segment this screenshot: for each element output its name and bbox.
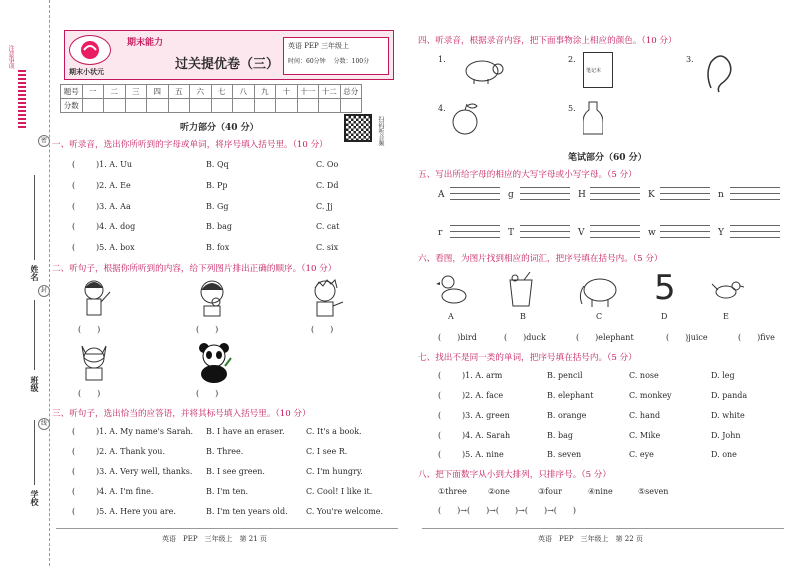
q1-row — [72, 202, 416, 211]
option-a: )5. A. nine — [462, 450, 504, 459]
bird-picture — [710, 276, 744, 310]
option-c: C. It's a book. — [306, 427, 362, 436]
left-page-footer: 英语 PEP 三年级上 第 21 页 — [162, 535, 267, 543]
writing-lines[interactable] — [730, 182, 780, 200]
option-c: C. monkey — [629, 391, 672, 400]
option-a: )5. A. Here you are. — [96, 507, 176, 516]
score-cell[interactable] — [340, 99, 362, 113]
q7-row — [438, 371, 781, 380]
score-table-header-row — [61, 85, 362, 99]
elephant-picture — [576, 276, 622, 312]
seal-tag-3: 线 — [38, 418, 50, 430]
cat-picture — [74, 340, 114, 399]
option-b: B. elephant — [547, 391, 594, 400]
name-label: 姓名 — [30, 265, 40, 281]
score-cell[interactable] — [297, 99, 319, 113]
paren[interactable]: ( — [72, 507, 76, 516]
option-b: B. seven — [547, 450, 582, 459]
paren[interactable]: ( — [72, 202, 76, 211]
word-answer[interactable]: ( )bird — [438, 333, 477, 342]
number-word: ⑤seven — [638, 487, 669, 496]
paren[interactable]: ( — [438, 450, 442, 459]
q1-row — [72, 181, 416, 190]
q7-row — [438, 391, 781, 400]
option-b: B. I'm ten. — [206, 487, 249, 496]
paren[interactable]: ( — [72, 487, 76, 496]
score-cell[interactable] — [254, 99, 276, 113]
table-cell: 分数 — [61, 99, 83, 113]
writing-lines[interactable] — [730, 220, 780, 238]
item-number: 1. — [438, 55, 446, 64]
option-c: C. cat — [316, 222, 340, 231]
writing-lines[interactable] — [660, 182, 710, 200]
item-number: 3. — [686, 55, 694, 64]
digit-five-picture: 5 — [654, 268, 676, 308]
q4-title: 四、听录音，根据录音内容，把下面事物涂上相应的颜色。（10 分） — [418, 36, 677, 46]
option-d: D. white — [711, 411, 745, 420]
option-b: B. Gg — [206, 202, 229, 211]
item-number: 4. — [438, 104, 446, 113]
word-answer[interactable]: ( )duck — [504, 333, 546, 342]
option-a: )2. A. Ee — [96, 181, 131, 190]
letter-grid — [438, 180, 788, 260]
option-c: C. Oo — [316, 160, 339, 169]
paren[interactable]: ( — [438, 391, 442, 400]
exam-header — [64, 30, 394, 80]
option-a: )3. A. Very well, thanks. — [96, 467, 193, 476]
paren[interactable]: ( — [72, 181, 76, 190]
juice-cup-picture — [506, 272, 536, 312]
table-cell: 总分 — [340, 85, 362, 99]
q1-row — [72, 243, 416, 252]
name-line — [34, 175, 35, 260]
writing-lines[interactable] — [450, 182, 500, 200]
table-cell: 一 — [82, 85, 104, 99]
girl-waving-picture — [74, 278, 114, 335]
duck-picture — [436, 272, 470, 310]
letter-prompt: Y — [718, 228, 724, 238]
notice-text-block — [18, 70, 26, 130]
writing-lines[interactable] — [450, 220, 500, 238]
option-c: C. six — [316, 243, 339, 252]
q7-row — [438, 431, 781, 440]
score-cell[interactable] — [319, 99, 341, 113]
q7-title: 七、找出不是同一类的单词，把序号填在括号内。（5 分） — [418, 353, 637, 363]
option-c: C. Cool! I like it. — [306, 487, 373, 496]
paren[interactable]: ( — [438, 431, 442, 440]
letter-prompt: g — [508, 190, 514, 200]
score-table-score-row — [61, 99, 362, 113]
paren[interactable]: ( — [438, 411, 442, 420]
picture-label: A — [448, 312, 454, 321]
q8-title: 八、把下面数字从小到大排列，只排序号。（5 分） — [418, 470, 611, 480]
table-cell: 十一 — [297, 85, 319, 99]
option-b: B. Three. — [206, 447, 244, 456]
boy-pointing-picture — [307, 278, 347, 335]
panda-picture — [192, 340, 236, 399]
footer-divider — [422, 528, 784, 529]
writing-lines[interactable] — [520, 220, 570, 238]
score-total-label: 分数：100分 — [333, 58, 370, 65]
picture-label: B — [520, 312, 526, 321]
option-b: B. pencil — [547, 371, 583, 380]
letter-prompt: n — [718, 190, 724, 200]
number-word: ③four — [538, 487, 562, 496]
seal-tag-1: 密 — [38, 135, 50, 147]
letter-prompt: w — [648, 228, 656, 238]
picture-label: D — [661, 312, 668, 321]
q3-title: 三、听句子，选出恰当的应答语，并将其标号填入括号里。（10 分） — [52, 409, 311, 419]
score-cell[interactable] — [233, 99, 255, 113]
right-page-footer: 英语 PEP 三年级上 第 22 页 — [538, 535, 643, 543]
letter-prompt: H — [578, 190, 586, 200]
juice-picture — [583, 100, 603, 140]
exam-title: 过关提优卷（三） — [175, 57, 280, 72]
time-label: 时间：60分钟 — [288, 58, 326, 65]
score-cell[interactable] — [168, 99, 190, 113]
ear-picture — [703, 52, 733, 98]
option-c: C. I see R. — [306, 447, 348, 456]
option-d: D. John — [711, 431, 741, 440]
school-line — [34, 420, 35, 485]
option-d: D. one — [711, 450, 737, 459]
right-page — [418, 0, 788, 566]
number-word: ④nine — [588, 487, 613, 496]
q3-row — [72, 507, 406, 516]
picture-label: C — [596, 312, 603, 321]
school-label: 学校 — [30, 490, 40, 506]
footer-divider — [56, 528, 398, 529]
option-a: )1. A. Uu — [96, 160, 133, 169]
option-b: B. fox — [206, 243, 230, 252]
score-cell[interactable] — [211, 99, 233, 113]
score-cell[interactable] — [147, 99, 169, 113]
q6-word-row — [438, 332, 798, 343]
item-number: 5. — [568, 104, 576, 113]
table-cell: 题号 — [61, 85, 83, 99]
paren[interactable]: ( — [72, 222, 76, 231]
table-cell: 五 — [168, 85, 190, 99]
option-c: C. Jj — [316, 202, 333, 211]
q8-items — [438, 487, 688, 496]
q1-row — [72, 160, 416, 169]
score-cell[interactable] — [125, 99, 147, 113]
table-cell: 三 — [125, 85, 147, 99]
option-a: )2. A. face — [462, 391, 504, 400]
picture-paren[interactable]: ( ) — [196, 389, 219, 398]
table-cell: 九 — [254, 85, 276, 99]
number-word: ②one — [488, 487, 510, 496]
writing-lines[interactable] — [590, 182, 640, 200]
table-cell: 四 — [147, 85, 169, 99]
option-c: C. hand — [629, 411, 661, 420]
option-a: )1. A. My name's Sarah. — [96, 427, 194, 436]
score-table — [60, 84, 362, 113]
paren[interactable]: ( — [72, 243, 76, 252]
seal-tag-2: 封 — [38, 285, 50, 297]
writing-lines[interactable] — [590, 220, 640, 238]
option-b: B. bag — [547, 431, 573, 440]
q8-answer-chain[interactable]: ( )→( )→( )→( )→( ) — [438, 506, 577, 515]
option-c: C. nose — [629, 371, 659, 380]
logo-icon — [69, 35, 111, 65]
option-b: B. I'm ten years old. — [206, 507, 288, 516]
option-a: )3. A. Aa — [96, 202, 131, 211]
qr-code-icon — [344, 114, 372, 142]
listening-title: 听力部分（40 分） — [180, 123, 259, 133]
letter-prompt: A — [438, 190, 445, 200]
q6-title: 六、看图，为图片找到相应的词汇，把序号填在括号内。（5 分） — [418, 254, 663, 264]
letter-prompt: r — [438, 228, 443, 238]
subject-label: 英语 PEP 三年级上 — [288, 42, 349, 50]
table-cell: 十 — [276, 85, 298, 99]
option-a: )4. A. Sarah — [462, 431, 511, 440]
apple-picture — [448, 100, 482, 140]
writing-lines[interactable] — [660, 220, 710, 238]
table-cell: 十二 — [319, 85, 341, 99]
option-a: )5. A. box — [96, 243, 135, 252]
option-a: )2. A. Thank you. — [96, 447, 165, 456]
word-answer[interactable]: ( )five — [738, 333, 775, 342]
option-a: )1. A. arm — [462, 371, 503, 380]
option-c: C. eye — [629, 450, 654, 459]
paren[interactable]: ( — [72, 427, 76, 436]
option-b: B. bag — [206, 222, 232, 231]
option-b: B. I see green. — [206, 467, 265, 476]
letter-prompt: T — [508, 228, 515, 238]
q5-title: 五、写出所给字母的相应的大写字母或小写字母。（5 分） — [418, 170, 637, 180]
paren[interactable]: ( — [72, 447, 76, 456]
option-a: )3. A. green — [462, 411, 510, 420]
paren[interactable]: ( — [438, 371, 442, 380]
q3-row — [72, 427, 406, 436]
option-d: D. panda — [711, 391, 748, 400]
paren[interactable]: ( — [72, 467, 76, 476]
class-line — [34, 300, 35, 370]
q7-row — [438, 411, 781, 420]
option-c: C. Mike — [629, 431, 661, 440]
info-box — [283, 37, 389, 75]
score-cell[interactable] — [104, 99, 126, 113]
logo-text: 期末小状元 — [69, 67, 104, 76]
option-b: B. I have an eraser. — [206, 427, 285, 436]
class-label: 班级 — [30, 376, 40, 392]
option-b: B. orange — [547, 411, 587, 420]
q1-title: 一、听录音，选出你所听到的字母或单词，将序号填入括号里。（10 分） — [52, 140, 328, 150]
option-a: )4. A. dog — [96, 222, 136, 231]
item-number: 2. — [568, 55, 576, 64]
number-word: ①three — [438, 487, 467, 496]
binding-strip — [0, 0, 50, 566]
q3-row — [72, 447, 406, 456]
letter-prompt: K — [648, 190, 655, 200]
picture-paren[interactable]: ( ) — [311, 325, 334, 334]
qr-label: 扫码听音频 — [377, 116, 384, 146]
brand-label: 期末能力 — [127, 38, 164, 48]
option-c: C. I'm hungry. — [306, 467, 363, 476]
option-c: C. Dd — [316, 181, 339, 190]
table-cell: 八 — [233, 85, 255, 99]
word-answer[interactable]: ( )juice — [666, 333, 708, 342]
picture-paren[interactable]: ( ) — [196, 325, 219, 334]
score-cell[interactable] — [82, 99, 104, 113]
table-cell: 六 — [190, 85, 212, 99]
q7-row — [438, 450, 781, 459]
writing-lines[interactable] — [520, 182, 570, 200]
q3-row — [72, 487, 406, 496]
score-cell[interactable] — [190, 99, 212, 113]
word-answer[interactable]: ( )elephant — [576, 333, 634, 342]
score-cell[interactable] — [276, 99, 298, 113]
option-b: B. Pp — [206, 181, 228, 190]
picture-paren[interactable]: ( ) — [78, 389, 101, 398]
notice-label: 注意事项 — [7, 45, 14, 69]
q1-row — [72, 222, 416, 231]
letter-prompt: V — [578, 228, 585, 238]
picture-label: E — [723, 312, 729, 321]
option-d: D. leg — [711, 371, 735, 380]
notebook-picture: 笔记本 — [583, 52, 613, 88]
table-cell: 二 — [104, 85, 126, 99]
paren[interactable]: ( — [72, 160, 76, 169]
girl-thinking-picture — [192, 278, 232, 335]
written-title: 笔试部分（60 分） — [568, 153, 647, 163]
left-page — [52, 0, 402, 566]
picture-paren[interactable]: ( ) — [78, 325, 101, 334]
option-a: )4. A. I'm fine. — [96, 487, 154, 496]
q3-row — [72, 467, 406, 476]
q2-title: 二、听句子，根据你所听到的内容，给下列图片排出正确的顺序。（10 分） — [52, 264, 337, 274]
table-cell: 七 — [211, 85, 233, 99]
option-c: C. You're welcome. — [306, 507, 384, 516]
pig-picture — [460, 55, 506, 89]
option-b: B. Qq — [206, 160, 229, 169]
